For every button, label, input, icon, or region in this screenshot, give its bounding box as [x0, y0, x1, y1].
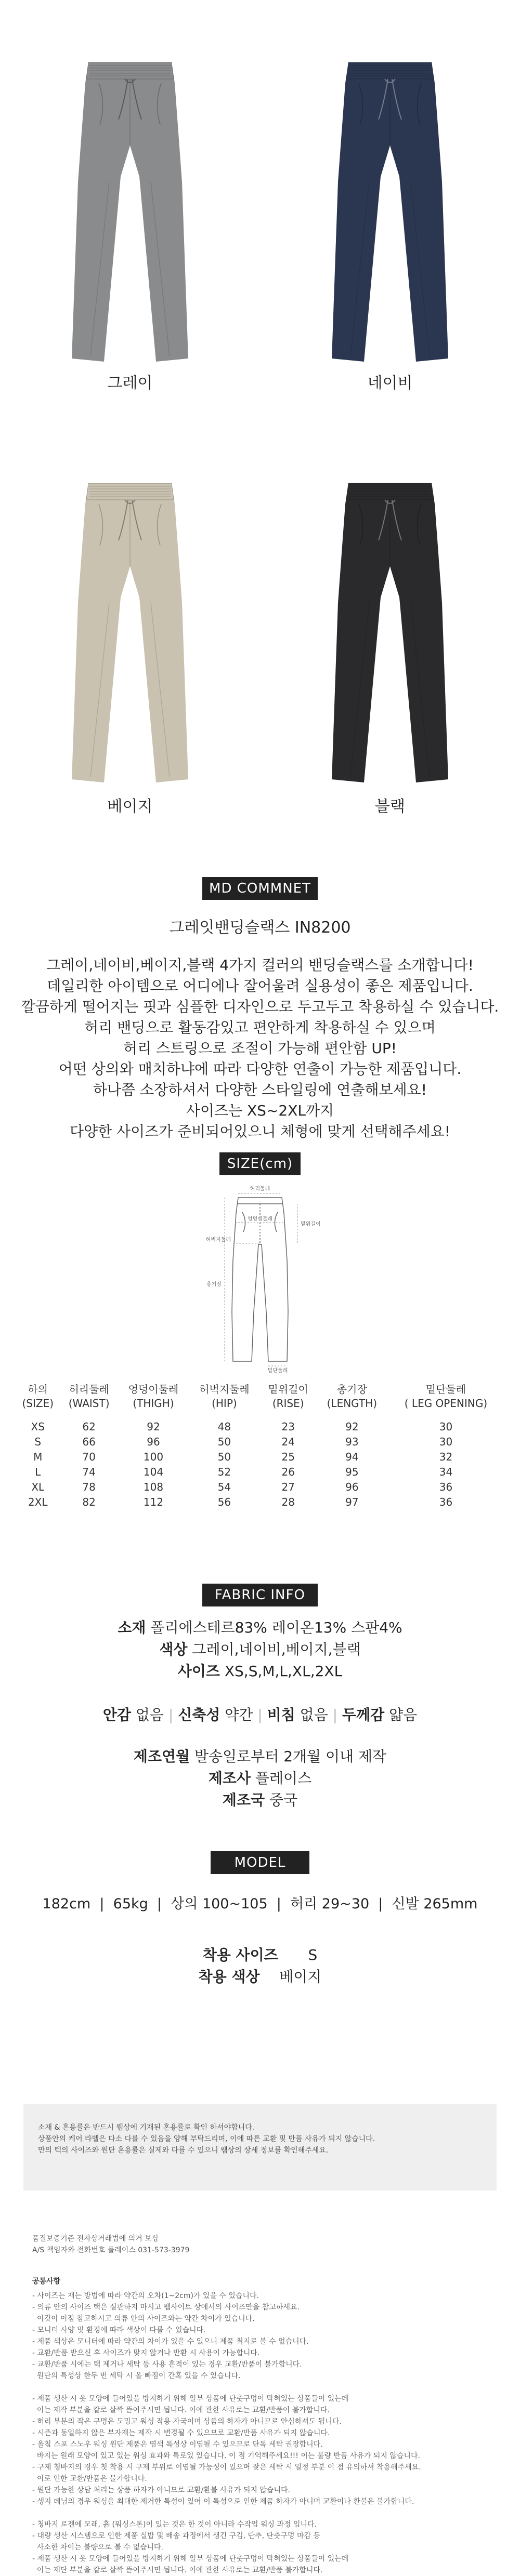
- md-comment-banner: MD COMMNET: [202, 877, 318, 900]
- measurement-cell: 32: [439, 1451, 453, 1463]
- beige-pants-image: [52, 468, 208, 790]
- stretch-label: 신축성: [178, 1706, 220, 1723]
- measurement-cell: 112: [143, 1496, 164, 1508]
- notice-line: - 모니터 사양 및 환경에 따라 색상이 다를 수 있습니다.: [32, 2326, 206, 2334]
- country-row: [0, 1789, 520, 1811]
- material-value: 폴리에스테르83% 레이온13% 스판4%: [150, 1619, 402, 1636]
- size-label: 사이즈: [177, 1663, 220, 1680]
- size-table-row: [16, 1495, 504, 1510]
- measurement-cell: 100: [143, 1451, 164, 1463]
- model-banner: MODEL: [211, 1851, 309, 1874]
- notice-line: - 허리 부분의 작은 구멍은 도밍고 워싱 작용 자국이며 상품의 하자가 아니므로 안심하셔도 됩니다.: [32, 2418, 342, 2426]
- measurement-cell: 92: [345, 1420, 359, 1433]
- worn-size-value: S: [308, 1946, 318, 1963]
- manufacturer-value: 플레이스: [255, 1770, 312, 1787]
- notice-line: - 교환/반품 받으신 후 사이즈가 맞지 않거나 반환 시 사용이 가능합니다.: [32, 2349, 260, 2357]
- worn-color-label: 착용 색상: [198, 1968, 260, 1985]
- model-worn-info: [0, 1944, 520, 1988]
- color-label: 색상: [159, 1641, 188, 1658]
- waist-col-header: 허리둘레 (WAIST): [68, 1383, 110, 1410]
- description-line: 데일리한 아이템으로 어디에나 잘어울려 실용성이 좋은 제품입니다.: [47, 977, 473, 994]
- measurement-cell: 70: [82, 1451, 96, 1463]
- notice-line: - 제품 생산 시 옷 모양에 들어있을 방지하기 위해 일부 상품에 단춧구멍이 막혀있는 상품들이 있는데: [32, 2555, 349, 2563]
- measurement-cell: 34: [439, 1466, 453, 1478]
- fabric-properties: [0, 1704, 520, 1726]
- waist-label: 허리둘레: [250, 1186, 270, 1192]
- hip-label: 엉덩이둘레: [247, 1216, 273, 1222]
- measurement-cell: 95: [345, 1466, 359, 1478]
- notice-line: 사소한 차이는 불량으로 볼 수 없습니다.: [32, 2543, 163, 2552]
- measurement-cell: 30: [439, 1420, 453, 1433]
- as-contact-line: A/S 책임자와 전화번호 플레이스 031-573-3979: [32, 2246, 190, 2254]
- care-notice-line: 소재 & 혼용률은 반드시 웹상에 기재된 혼용률로 확인 하셔야합니다.: [38, 2123, 255, 2132]
- size-col-header: 하의 (SIZE): [22, 1383, 54, 1410]
- description-line: 다양한 사이즈가 준비되어있으니 체형에 맞게 선택해주세요!: [70, 1123, 450, 1140]
- black-pants-image: [312, 468, 468, 790]
- common-notice: [32, 2276, 490, 2576]
- size-name-cell: M: [33, 1451, 43, 1463]
- material-label: 소재: [118, 1619, 146, 1636]
- description-line: 깔끔하게 떨어지는 핏과 심플한 디자인으로 두고두고 착용하실 수 있습니다.: [21, 998, 499, 1015]
- notice-line: - 교환/반품 시에는 택 제거나 세탁 등 사용 흔적이 있는 경우 교환/반품이 불가합니다.: [32, 2360, 302, 2369]
- care-notice-box: [23, 2104, 497, 2190]
- notice-line: - 시즌과 동일하지 않은 부자재는 제작 시 변경될 수 있으므로 교환/반품 사유가 되지 않습니다.: [32, 2429, 330, 2437]
- notice-line: - 대량 생산 시스템으로 인한 제품 실밥 및 배송 과정에서 생긴 구김, 단추, 단춧구멍 마감 등: [32, 2532, 321, 2540]
- black-color-label: 블랙: [375, 798, 405, 816]
- worn-color-row: [0, 1966, 520, 1988]
- measurement-cell: 97: [345, 1496, 359, 1508]
- rise-label: 밑위길이: [301, 1221, 321, 1227]
- care-notice-line: 만의 텍의 사이즈와 원단 혼용률은 실제와 다를 수 있으니 웹상의 상세 정보를 확인해주세요.: [38, 2146, 329, 2155]
- worn-size-label: 착용 사이즈: [202, 1946, 278, 1963]
- measurement-cell: 96: [345, 1481, 359, 1493]
- size-banner: SIZE(cm): [219, 1152, 301, 1175]
- size-table-row: [16, 1465, 504, 1480]
- notice-line: - 구제 청바지의 경우 첫 착용 시 구제 부위로 이염될 가능성이 있으며 잦은 세탁 시 일정 부분 이 점 유의하셔 착용해주세요.: [32, 2463, 421, 2472]
- size-table-row: [16, 1419, 504, 1435]
- country-label: 제조국: [222, 1791, 265, 1809]
- measurement-cell: 26: [281, 1466, 295, 1478]
- notice-line: - 사이즈는 재는 방법에 따라 약간의 오차(1~2cm)가 있을 수 있습니다.: [32, 2292, 259, 2300]
- notice-line: 이는 제작 부분을 칼로 살짝 뜯어주시면 됩니다. 이에 관한 사유로는 교환/반품이 불가합니다.: [32, 2406, 330, 2414]
- see-through-label: 비침: [267, 1706, 295, 1723]
- description-line: 사이즈는 XS~2XL까지: [186, 1102, 334, 1119]
- hem-label: 밑단둘레: [267, 1368, 288, 1374]
- size-name-cell: XL: [31, 1481, 45, 1493]
- rise-col-header: 밑위길이 (RISE): [268, 1383, 308, 1410]
- measurement-cell: 54: [217, 1481, 231, 1493]
- lining-value: 없음: [135, 1706, 164, 1723]
- length-label: 총기장: [206, 1282, 222, 1287]
- measurement-cell: 93: [345, 1436, 359, 1448]
- country-value: 중국: [269, 1791, 298, 1809]
- care-notice-line: 상품안의 케어 라벨은 다소 다를 수 있음을 양해 부탁드리며, 이에 따른 교환 및 반품 사유가 되지 않습니다.: [38, 2135, 375, 2143]
- gray-color-label: 그레이: [107, 374, 153, 392]
- measurement-cell: 27: [281, 1481, 295, 1493]
- notice-line: - 의류 안의 사이즈 택은 실관하지 마시고 웹사이트 상에서의 사이즈만을 참고하세요.: [32, 2303, 300, 2312]
- manufacture-date-value: 발송일로부터 2개월 이내 제작: [194, 1748, 387, 1765]
- size-row: [0, 1661, 520, 1682]
- worn-size-row: [0, 1944, 520, 1966]
- measurement-cell: 50: [217, 1436, 231, 1448]
- size-table-header: [16, 1382, 504, 1411]
- contact-info: [32, 2233, 490, 2256]
- see-through-value: 없음: [300, 1706, 328, 1723]
- measurement-cell: 24: [281, 1436, 295, 1448]
- measurement-cell: 48: [217, 1420, 231, 1433]
- properties-row: 안감 없음 | 신축성 약간 | 비침 없음 | 두께감 얇음: [102, 1706, 418, 1723]
- manufacture-date-label: 제조연월: [133, 1748, 190, 1765]
- fabric-info-banner: FABRIC INFO: [202, 1584, 318, 1606]
- measurement-cell: 23: [281, 1420, 295, 1433]
- size-name-cell: L: [35, 1466, 41, 1478]
- notice-line: 바지는 원래 모양이 있고 있는 워싱 효과와 특로있 있습니다. 이 점 기억해주세요!!! 이는 불량 반품 사유가 되지 않습니다.: [32, 2452, 420, 2460]
- measurement-cell: 82: [82, 1496, 96, 1508]
- size-name-cell: XS: [31, 1420, 45, 1433]
- measurement-cell: 108: [143, 1481, 164, 1493]
- length-col-header: 총기장 (LENGTH): [327, 1383, 378, 1410]
- measurement-cell: 96: [147, 1436, 160, 1448]
- thigh-label: 허벅지둘레: [205, 1237, 231, 1243]
- warranty-line: 품질보증기준 전자상거래법에 의거 보상: [32, 2235, 159, 2243]
- measurement-cell: 36: [439, 1481, 453, 1493]
- notice-line: 이것이 이점 참고하시고 의류 안의 사이즈와는 약간 차이가 있습니다.: [32, 2315, 255, 2323]
- gray-pants-image: [52, 47, 208, 369]
- manufacturer-row: [0, 1768, 520, 1789]
- measurement-cell: 66: [82, 1436, 96, 1448]
- notice-line: - 제품 색상은 모니터에 따라 약간의 차이가 있을 수 있으니 제품 취지로 볼 수 없습니다.: [32, 2338, 309, 2346]
- thigh-col-header: 허벅지둘레 (HIP): [199, 1383, 250, 1410]
- measurement-cell: 52: [217, 1466, 231, 1478]
- size-table-row: [16, 1480, 504, 1495]
- size-diagram: [177, 1182, 343, 1374]
- stretch-value: 약간: [225, 1706, 253, 1723]
- notice-line: 원단의 특성상 한두 번 세탁 시 올 빠짐이 간혹 있을 수 있습니다.: [32, 2372, 241, 2380]
- size-name-cell: 2XL: [28, 1496, 48, 1508]
- navy-color-label: 네이비: [367, 374, 413, 392]
- product-name: 그레잇밴딩슬랙스 IN8200: [169, 919, 351, 937]
- measurement-cell: 30: [439, 1436, 453, 1448]
- measurement-cell: 56: [217, 1496, 231, 1508]
- notice-line: - 청바지 로젠에 모래, 흙 (워싱스톤)이 있는 것은 한 것이 아니라 수작업 워싱 과정 입니다.: [32, 2520, 317, 2529]
- notice-title: 공통사항: [32, 2277, 61, 2286]
- hip-col-header: 엉덩이둘레 (THIGH): [128, 1383, 179, 1410]
- beige-color-label: 베이지: [107, 798, 153, 816]
- measurement-cell: 92: [147, 1420, 160, 1433]
- color-value: 그레이,네이비,베이지,블랙: [192, 1641, 361, 1658]
- worn-color-value: 베이지: [279, 1968, 322, 1985]
- size-table: [16, 1382, 504, 1510]
- navy-pants-image: [312, 47, 468, 369]
- size-name-cell: S: [34, 1436, 42, 1448]
- manufacturer-label: 제조사: [208, 1770, 251, 1787]
- description-line: 허리 밴딩으로 활동감있고 편안하게 착용하실 수 있으며: [84, 1019, 436, 1036]
- manufacture-date-row: [0, 1746, 520, 1768]
- notice-line: - 원단 가능한 상담 처리는 상품 하자가 아니므로 교환/환불 사유가 되지 않습니다.: [32, 2486, 290, 2494]
- measurement-cell: 104: [143, 1466, 164, 1478]
- lining-label: 안감: [102, 1706, 131, 1723]
- description-line: 그레이,네이비,베이지,블랙 4가지 컬러의 밴딩슬랙스를 소개합니다!: [46, 957, 474, 974]
- description-line: 하나쯤 소장하셔서 다양한 스타일링에 연출해보세요!: [93, 1081, 427, 1098]
- notice-line: 이로 인한 교환/반품은 불가합니다.: [32, 2475, 147, 2483]
- measurement-cell: 50: [217, 1451, 231, 1463]
- measurement-cell: 94: [345, 1451, 359, 1463]
- hem-col-header: 밑단둘레 ( LEG OPENING): [404, 1383, 488, 1410]
- measurement-cell: 28: [281, 1496, 295, 1508]
- measurement-cell: 36: [439, 1496, 453, 1508]
- thickness-value: 얇음: [389, 1706, 418, 1723]
- thickness-label: 두께감: [342, 1706, 385, 1723]
- fabric-details: [0, 1617, 520, 1682]
- notice-line: - 제품 생산 시 옷 모양에 들어있을 방지하기 위해 일부 상품에 단춧구멍이 막혀있는 상품들이 있는데: [32, 2395, 349, 2403]
- size-table-row: [16, 1435, 504, 1450]
- measurement-cell: 62: [82, 1420, 96, 1433]
- color-row: [0, 1639, 520, 1661]
- manufacture-info: [0, 1746, 520, 1811]
- material-row: [0, 1617, 520, 1639]
- description-line: 어떤 상의와 매치하냐에 따라 다양한 연출이 가능한 제품입니다.: [58, 1060, 462, 1078]
- size-value: XS,S,M,L,XL,2XL: [224, 1663, 343, 1680]
- description-line: 허리 스트링으로 조절이 가능해 편안함 UP!: [123, 1040, 397, 1057]
- model-stats: 182cm | 65kg | 상의 100~105 | 허리 29~30 | 신발 265mm: [42, 1896, 478, 1912]
- measurement-cell: 78: [82, 1481, 96, 1493]
- measurement-cell: 25: [281, 1451, 295, 1463]
- size-table-row: [16, 1450, 504, 1465]
- notice-line: - 생지 데님의 경우 워싱을 최대한 제거한 특성이 있어 이 특성으로 인한 제품 하자가 아니며 교환이나 환불은 불가합니다.: [32, 2498, 414, 2506]
- notice-line: - 올침 스포 스노우 워싱 원단 제품은 염색 특성상 이염될 수 있으므로 단독 세탁 권장합니다.: [32, 2440, 323, 2449]
- notice-line: 이는 제단 부분을 칼로 살짝 뜯어주시면 됩니다. 이에 관한 사유로는 교환/반품 불가합니다.: [32, 2566, 323, 2574]
- product-description: [0, 955, 520, 1142]
- measurement-cell: 74: [82, 1466, 96, 1478]
